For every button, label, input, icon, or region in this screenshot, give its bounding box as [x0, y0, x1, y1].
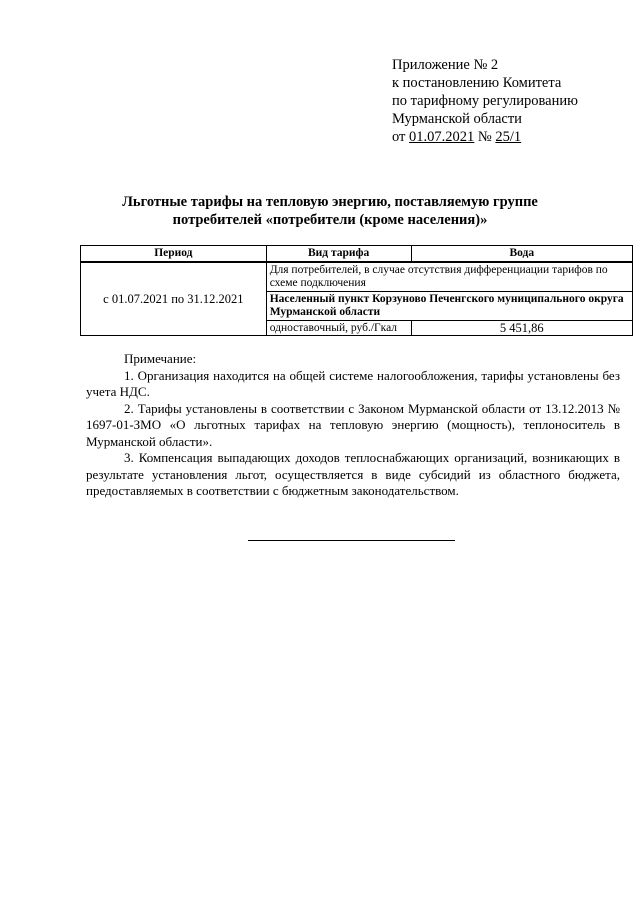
rate-label: одноставочный, руб./Гкал	[266, 321, 411, 336]
subheader-connection-scheme: Для потребителей, в случае отсутствия дифференциации тарифов по схеме подключения	[266, 262, 632, 292]
appendix-line-4: Мурманской области	[392, 111, 522, 127]
table-header-row	[81, 246, 633, 263]
appendix-number-prefix: №	[474, 129, 496, 145]
document-title	[60, 193, 600, 229]
notes-block	[86, 351, 620, 500]
header-water: Вода	[411, 246, 632, 263]
appendix-line-2: к постановлению Комитета	[392, 75, 562, 91]
notes-heading: Примечание:	[124, 351, 197, 366]
header-period: Период	[81, 246, 267, 263]
appendix-number: 25/1	[495, 129, 522, 145]
note-item-3: 3. Компенсация выпадающих доходов теплоснабжающих организаций, возникающих в результате установления льгот, осуществляется в виде субсидий из областного бюджета, предоставляемых в соответствии с бюджетным законодательством.	[86, 450, 620, 498]
end-separator-line	[248, 540, 455, 541]
appendix-line-1: Приложение № 2	[392, 57, 499, 73]
header-tariff-type: Вид тарифа	[266, 246, 411, 263]
title-line-2: потребителей «потребители (кроме населения)»	[172, 212, 488, 228]
appendix-date: 01.07.2021	[409, 129, 475, 145]
period-cell: с 01.07.2021 по 31.12.2021	[81, 262, 267, 336]
rate-value: 5 451,86	[411, 321, 632, 336]
appendix-line-3: по тарифному регулированию	[392, 93, 578, 109]
tariff-table	[80, 245, 633, 336]
appendix-date-line	[392, 128, 632, 146]
subheader-settlement: Населенный пункт Корзуново Печенгского муниципального округа Мурманской области	[266, 292, 632, 321]
table-row	[81, 262, 633, 292]
title-line-1: Льготные тарифы на тепловую энергию, поставляемую группе	[122, 194, 538, 210]
note-item-2: 2. Тарифы установлены в соответствии с Законом Мурманской области от 13.12.2013 № 1697-01-ЗМО «О льготных тарифах на тепловую энергию (мощность), теплоноситель в Мурманской области».	[86, 400, 620, 449]
appendix-date-prefix: от	[392, 129, 410, 145]
appendix-block	[392, 56, 632, 146]
note-item-1: 1. Организация находится на общей системе налогообложения, тарифы установлены без учета НДС.	[86, 367, 620, 399]
